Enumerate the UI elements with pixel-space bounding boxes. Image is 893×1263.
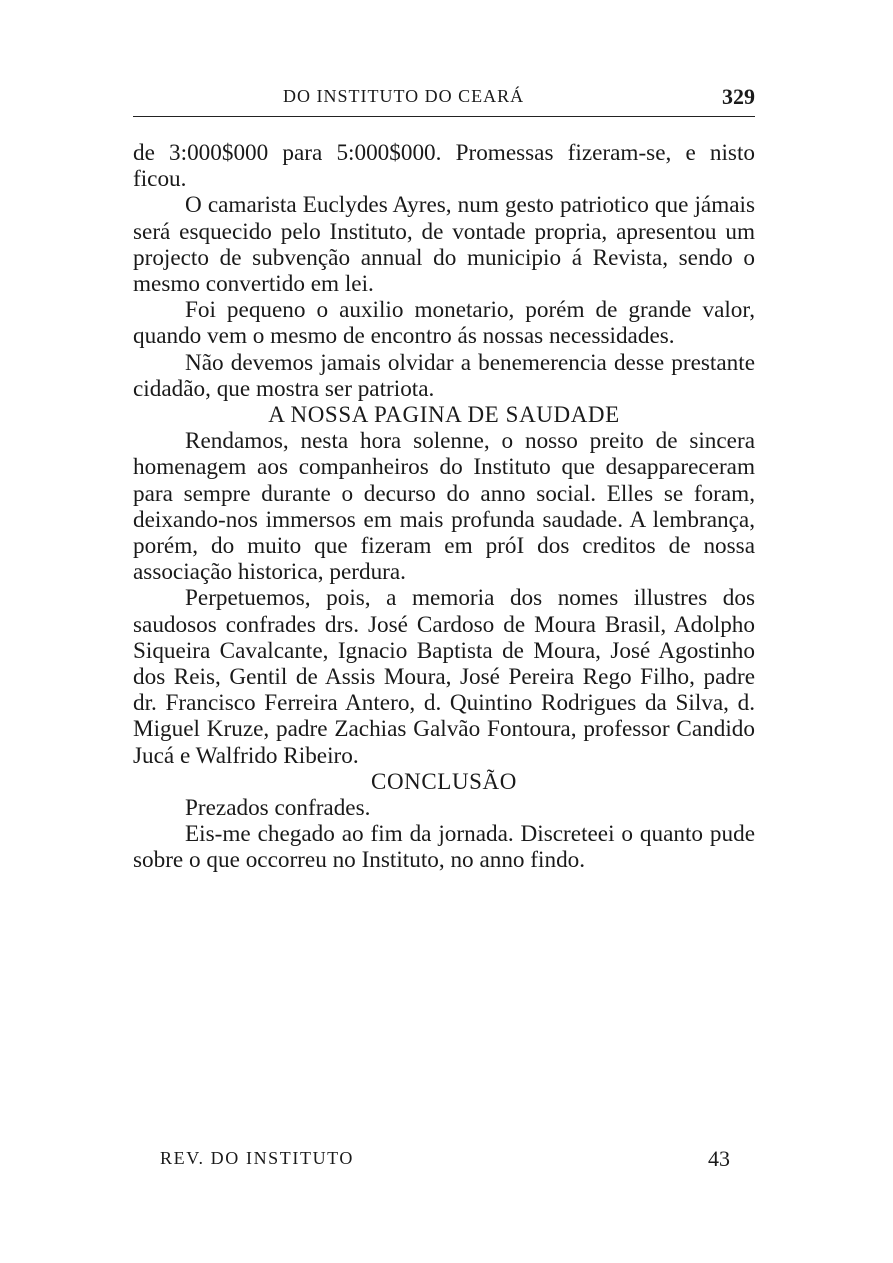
paragraph: Rendamos, nesta hora solenne, o nosso preito de sincera homenagem aos companheiros do Instituto que desappareceram para sempre durante o decurso do anno social. Elles se foram, deixando-nos immersos em mais profunda saudade. A lembrança, porém, do muito que fizeram em próI dos creditos de nossa associação historica, perdura.: [133, 428, 755, 586]
paragraph: O camarista Euclydes Ayres, num gesto patriotico que jámais será esquecido pelo Instituto, de vontade propria, apresentou um projecto de subvenção annual do municipio á Revista, sendo o mesmo convertido em lei.: [133, 192, 755, 298]
paragraph: Eis-me chegado ao fim da jornada. Discreteei o quanto pude sobre o que occorreu no Instituto, no anno findo.: [133, 821, 755, 874]
page-footer: [160, 1146, 730, 1172]
paragraph: Foi pequeno o auxilio monetario, porém de grande valor, quando vem o mesmo de encontro ás nossas necessidades.: [133, 297, 755, 350]
section-heading-saudade: A NOSSA PAGINA DE SAUDADE: [268, 402, 620, 428]
page-number: 329: [722, 84, 755, 109]
body-text: [133, 140, 755, 874]
paragraph: Perpetuemos, pois, a memoria dos nomes illustres dos saudosos confrades drs. José Cardoso de Moura Brasil, Adolpho Siqueira Cavalcante, Ignacio Baptista de Moura, José Agostinho dos Reis, Gentil de Assis Moura, José Pereira Rego Filho, padre dr. Francisco Ferreira Antero, d. Quintino Rodrigues da Silva, d. Miguel Kruze, padre Zachias Galvão Fontoura, professor Candido Jucá e Walfrido Ribeiro.: [133, 585, 755, 769]
paragraph: de 3:000$000 para 5:000$000. Promessas fizeram-se, e nisto ficou.: [133, 140, 755, 193]
footer-journal-title: REV. DO INSTITUTO: [160, 1148, 355, 1168]
running-header: [133, 86, 755, 117]
paragraph: Não devemos jamais olvidar a benemerencia desse prestante cidadão, que mostra ser patriota.: [133, 349, 755, 402]
running-title: DO INSTITUTO DO CEARÁ: [283, 86, 525, 106]
footer-signature-number: 43: [708, 1146, 730, 1171]
section-heading-conclusao: CONCLUSÃO: [371, 768, 517, 794]
paragraph: Prezados confrades.: [185, 795, 371, 822]
